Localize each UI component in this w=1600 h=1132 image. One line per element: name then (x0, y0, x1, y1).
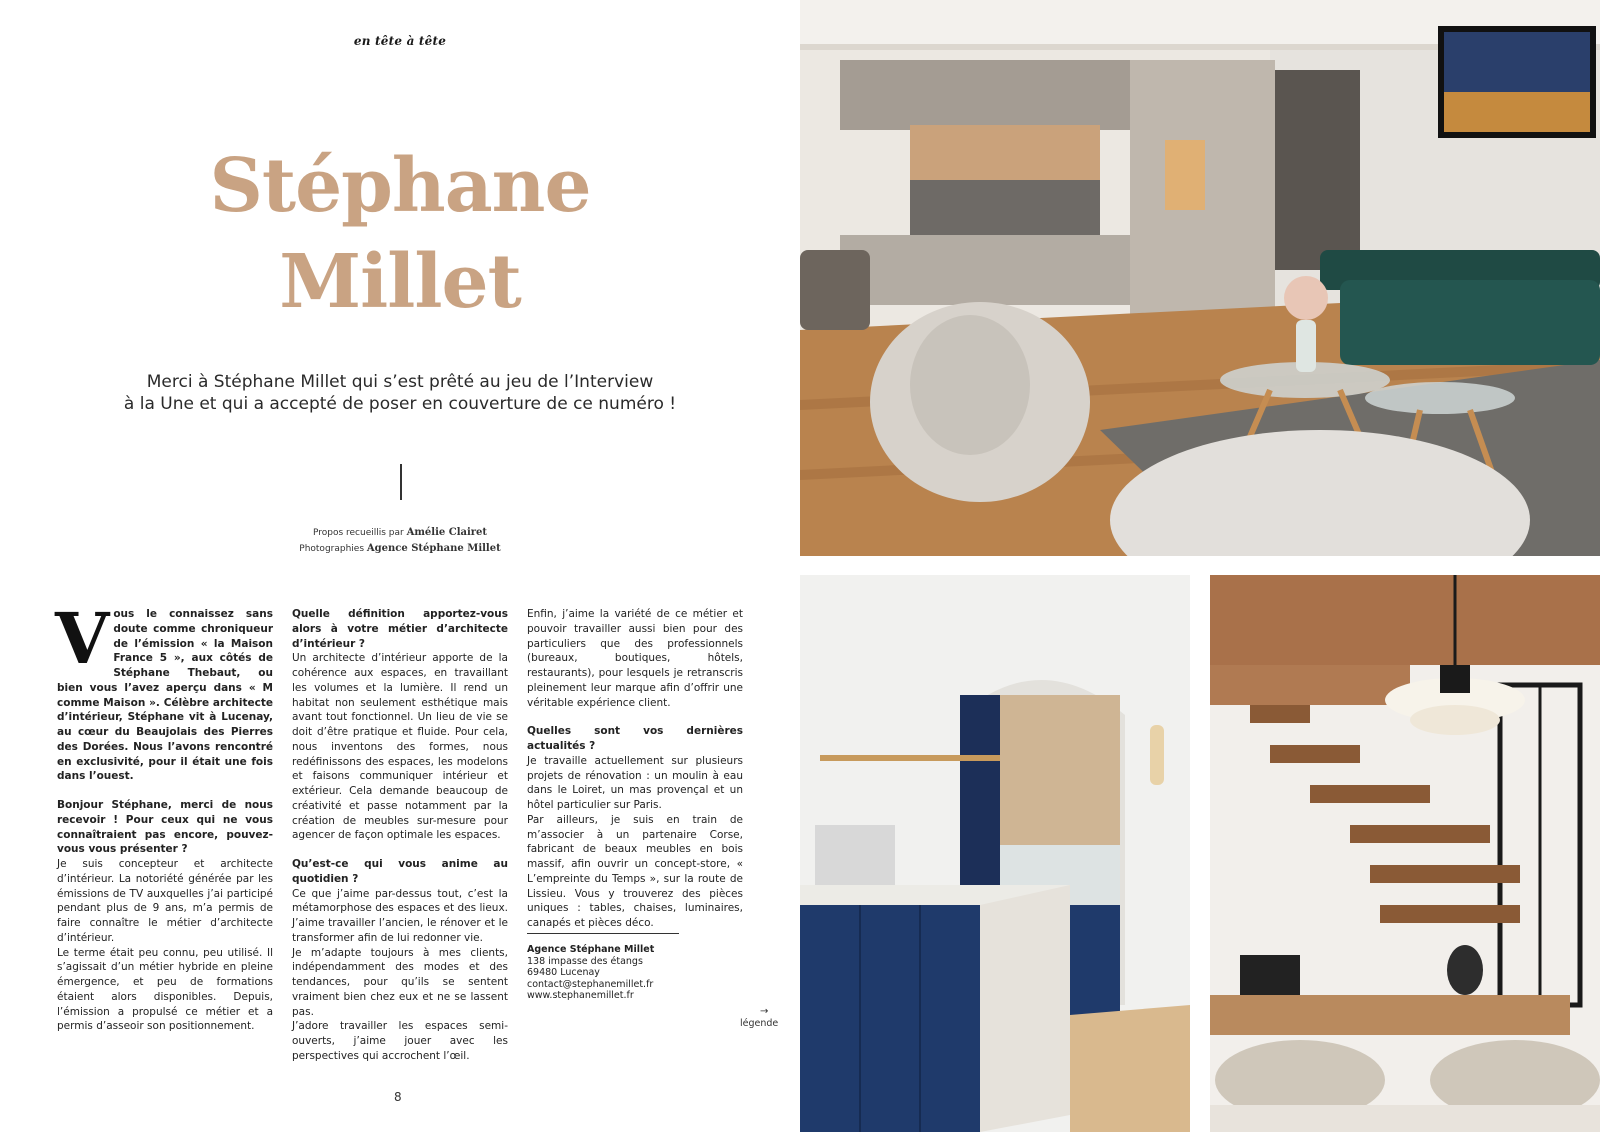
contact-divider (527, 933, 679, 934)
contact-city: 69480 Lucenay (527, 967, 600, 978)
answer-2: Un architecte d’intérieur apporte de la cohérence aux espaces, en travaillant les volumes et la lumière. Il rend un habitat non seulement esthétique mais avant tout fonctionnel. Un lieu de vie se doit d’être pratique et fluide. Pour cela, nous inventons des formes, nous redéfinissons des espaces, les modelons et faisons communiquer intérieur et extérieur. Cela demande beaucoup de créativité et passe notamment par la création de meubles sur-mesure pour agencer de façon optimale les espaces. (292, 652, 508, 842)
photo-kitchen (800, 575, 1190, 1132)
photo-staircase (1210, 575, 1600, 1132)
intro-line-2: à la Une et qui a accepté de poser en couverture de ce numéro ! (123, 394, 677, 414)
question-4: Quelles sont vos dernières actualités ? (527, 725, 743, 752)
contact-street: 138 impasse des étangs (527, 955, 643, 967)
answer-1b: Le terme était peu connu, peu utilisé. Il s’agissait d’un métier hybride en pleine émergence, et peu de formations étaient alors disponibles. Depuis, l’émission a propulsé ce métier et a permis d’asseoir son positionnement. (57, 946, 273, 1033)
article-title (100, 138, 700, 330)
question-2: Quelle définition apportez-vous alors à votre métier d’architecte d’intérieur ? (292, 608, 508, 650)
answer-4b: Par ailleurs, je suis en train de m’associer à un partenaire Corse, fabricant de beaux meubles en bois massif, afin ouvrir un concept-store, « L’empreinte du Temps », sur la route de Lissieu. Vous y trouverez des pièces uniques : tables, chaises, luminaires, canapés et pièces déco. (527, 813, 743, 929)
question-1: Bonjour Stéphane, merci de nous recevoir ! Pour ceux qui ne vous connaîtraient pas encore, pouvez-vous vous présenter ? (57, 799, 273, 856)
staircase-illustration (1210, 575, 1600, 1132)
lead-paragraph (55, 597, 273, 784)
kitchen-illustration (800, 575, 1190, 1132)
answer-3b: Je m’adapte toujours à mes clients, indépendamment des modes et des tendances, pour qu’ils se sentent vraiment bien chez eux et ne se lassent pas. (292, 946, 508, 1018)
credit-photo-name: Agence Stéphane Millet (366, 543, 501, 554)
answer-1: Je suis concepteur et architecte d’intérieur. La notoriété générée par les émissions de TV auxquelles j’ai participé pendant plus de 9 ans, m’a permis de faire connaître le métier d’architecte d’intérieur. (57, 858, 273, 944)
text-column-2 (292, 607, 508, 1064)
credits (250, 525, 550, 557)
contact-name: Agence Stéphane Millet (527, 944, 655, 955)
credit-photo (250, 541, 550, 557)
legend-arrow-icon: → (760, 1006, 769, 1017)
intro-line-1: Merci à Stéphane Millet qui s’est prêté au jeu de l’Interview (146, 372, 654, 392)
page-number: 8 (394, 1090, 402, 1104)
title-line-2: Millet (279, 239, 521, 325)
intro-text (70, 371, 730, 415)
credit-interview-name: Amélie Clairet (406, 527, 488, 538)
photo-living-room (800, 0, 1600, 556)
contact-website[interactable]: www.stephanemillet.fr (527, 990, 634, 1001)
credit-photo-label: Photographies (299, 544, 365, 554)
section-kicker: en tête à tête (353, 34, 447, 48)
contact-block (527, 944, 727, 1002)
text-column-3 (527, 607, 743, 931)
answer-3c: J’adore travailler les espaces semi-ouverts, j’aime jouer avec les perspectives qui accrochent l’œil. (292, 1020, 508, 1062)
question-3: Qu’est-ce qui vous anime au quotidien ? (292, 858, 508, 885)
answer-4: Je travaille actuellement sur plusieurs projets de rénovation : un moulin à eau dans le Loiret, un mas provençal et un hôtel particulier sur Paris. (527, 754, 743, 811)
contact-email[interactable]: contact@stephanemillet.fr (527, 978, 654, 990)
answer-3d: Enfin, j’aime la variété de ce métier et pouvoir travailler aussi bien pour des particuliers que des professionnels (bureaux, boutiques, hôtels, restaurants), pour lesquels je retranscris pleinement leur marque afin d’offrir une véritable expérience client. (527, 608, 743, 709)
living-room-illustration (800, 0, 1600, 556)
vertical-divider (400, 464, 402, 500)
lead-text: ous le connaissez sans doute comme chroniqueur de l’émission « la Maison France 5 », aux côtés de Stéphane Thebaut, ou bien vous l’avez aperçu dans « M comme Maison ». Célèbre architecte d’intérieur, Stéphane vit à Lucenay, au cœur du Beaujolais des Pierres des Dorées. Nous l’avons rencontré en exclusivité, pour il était une fois dans l’ouest. (57, 608, 273, 783)
credit-interview (250, 525, 550, 541)
credit-interview-label: Propos recueillis par (312, 528, 404, 538)
drop-cap: V (55, 597, 110, 680)
answer-3: Ce que j’aime par-dessus tout, c’est la métamorphose des espaces et des lieux. J’aime travailler l’ancien, le rénover et le transformer afin de lui redonner vie. (292, 887, 508, 944)
legend-label: légende (740, 1018, 779, 1029)
text-column-1 (55, 597, 273, 1034)
title-line-1: Stéphane (209, 143, 591, 229)
